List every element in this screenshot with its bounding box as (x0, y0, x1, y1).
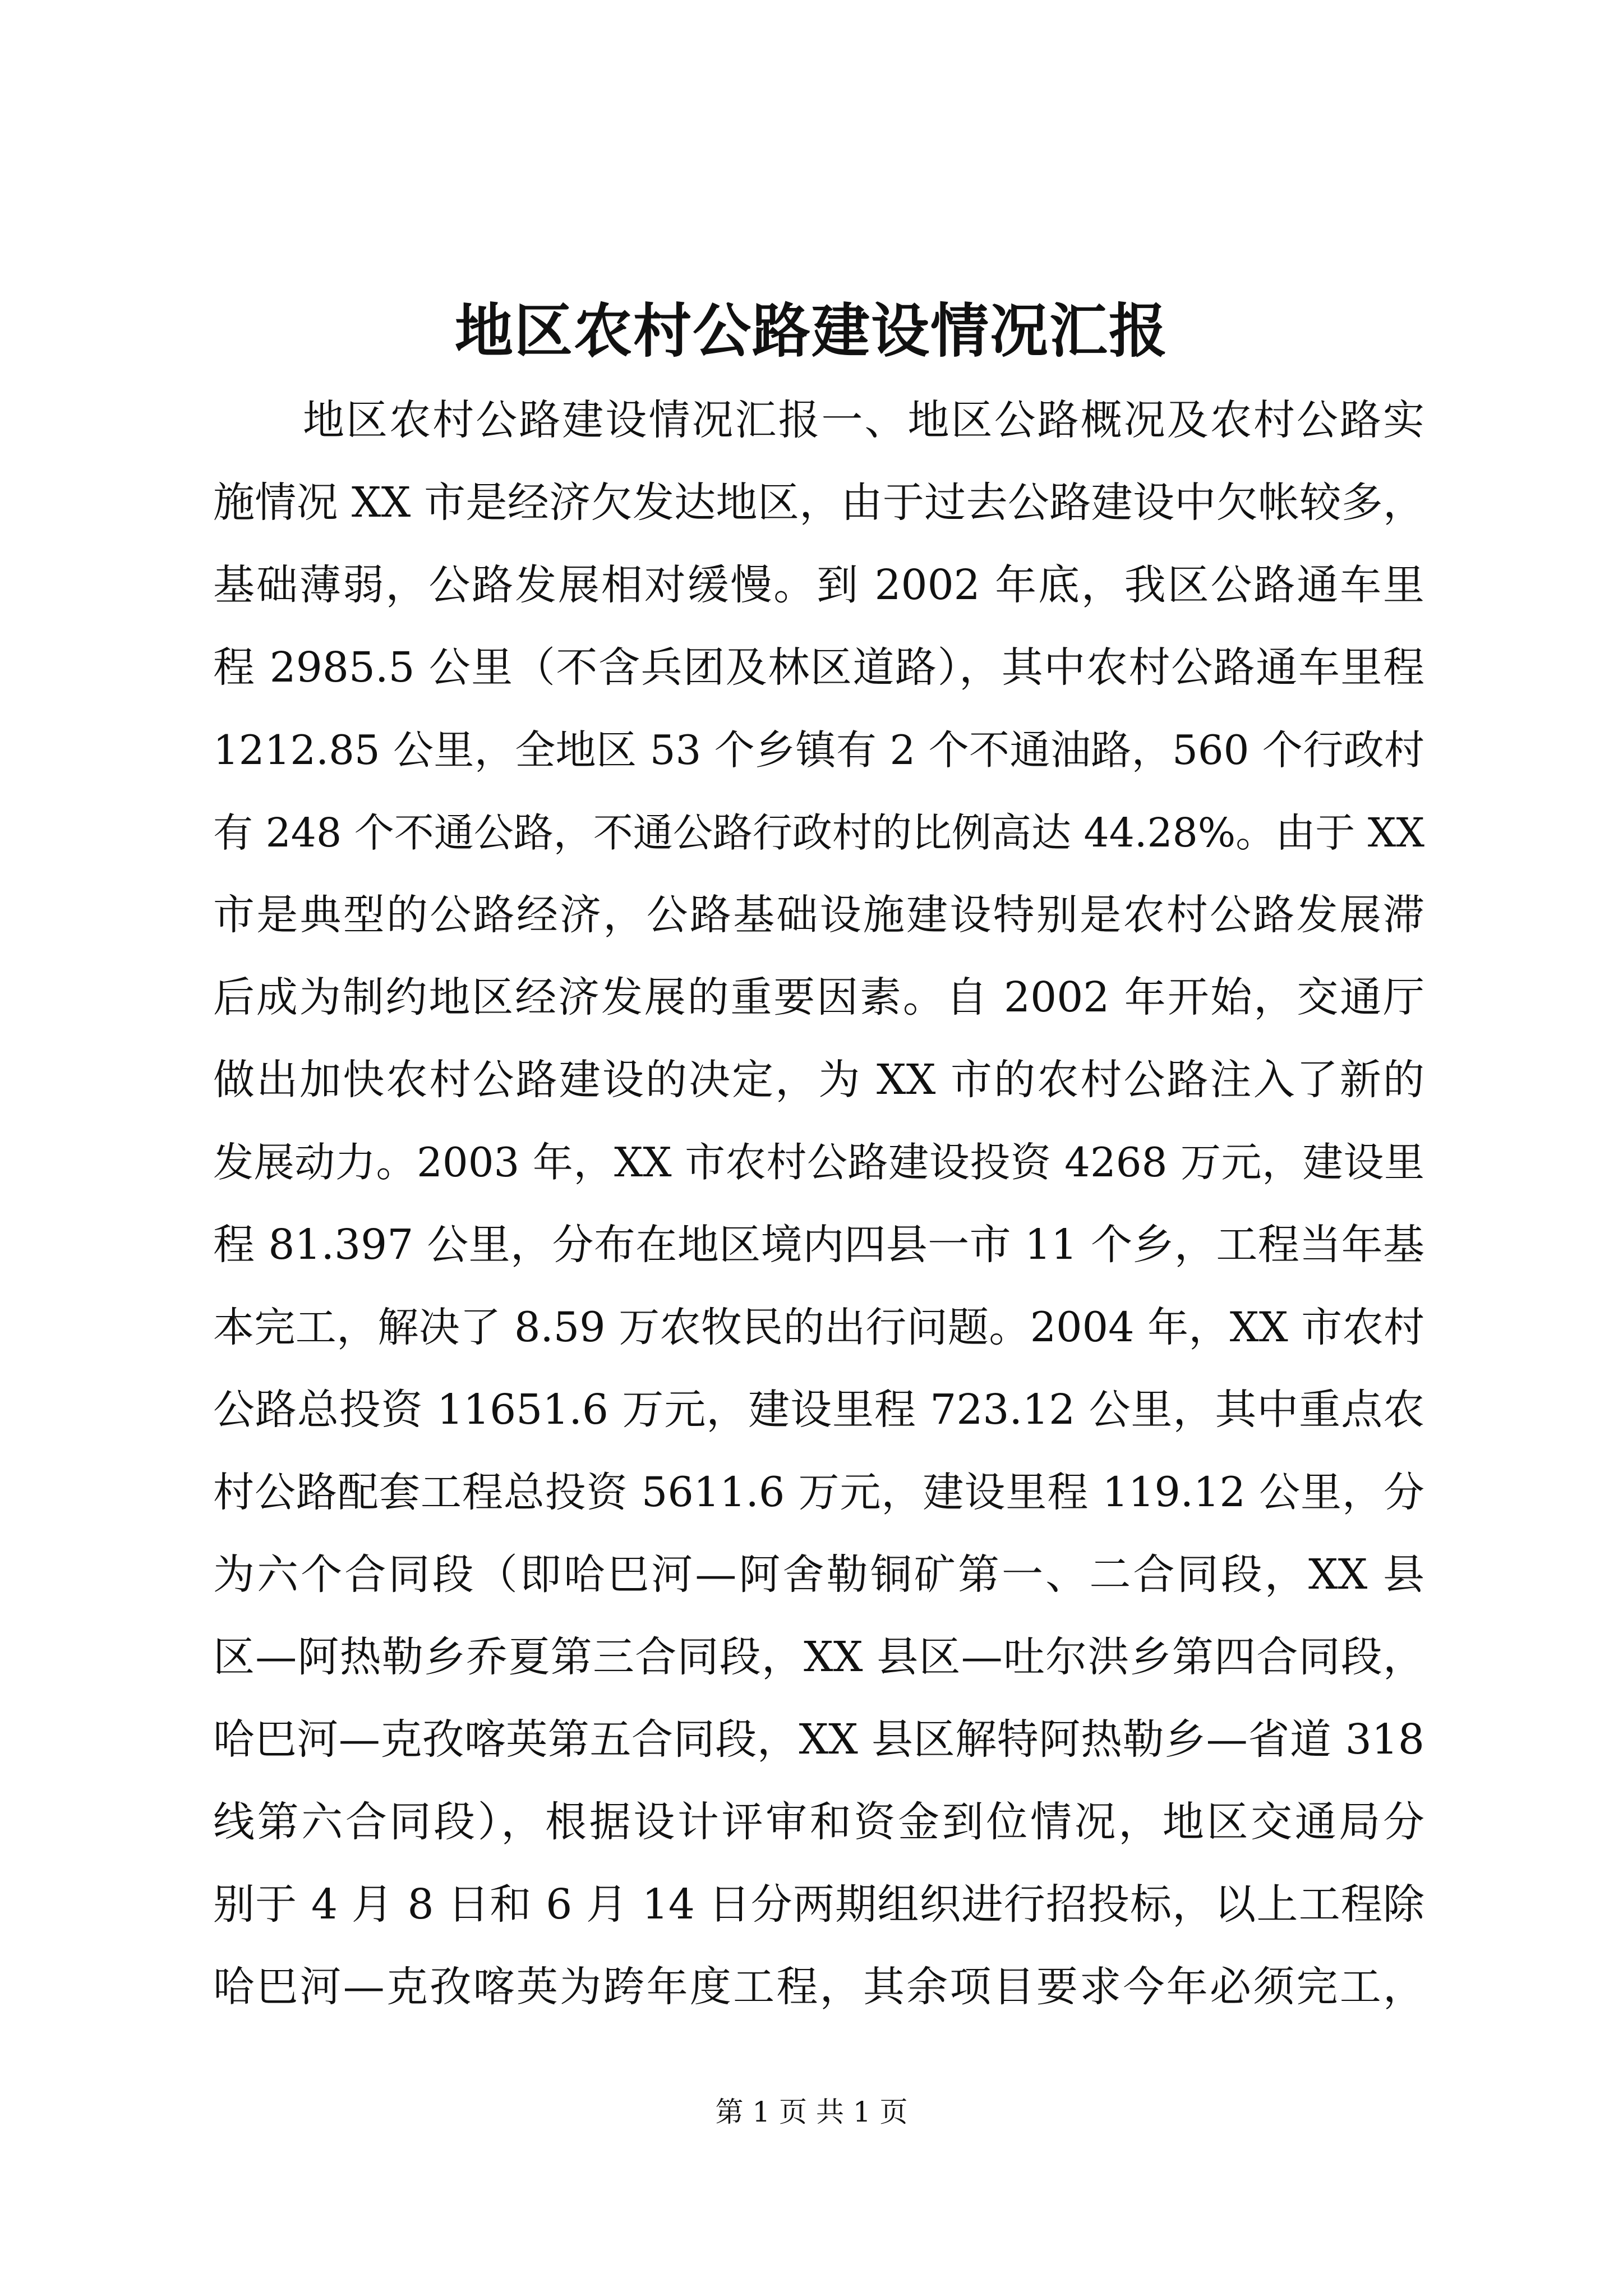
body-line: 区—阿热勒乡乔夏第三合同段，XX 县区—吐尔洪乡第四合同段， (213, 1633, 1424, 1681)
body-line: 有 248 个不通公路，不通公路行政村的比例高达 44.28%。由于 XX (213, 809, 1424, 856)
body-line: 做出加快农村公路建设的决定，为 XX 市的农村公路注入了新的 (213, 1056, 1424, 1104)
body-line: 哈巴河—克孜喀英第五合同段，XX 县区解特阿热勒乡—省道 318 (213, 1715, 1424, 1764)
body-line: 公路总投资 11651.6 万元，建设里程 723.12 公里，其中重点农 (213, 1386, 1424, 1434)
body-line: 基础薄弱，公路发展相对缓慢。到 2002 年底，我区公路通车里 (213, 561, 1424, 609)
body-line: 别于 4 月 8 日和 6 月 14 日分两期组织进行招投标，以上工程除 (213, 1880, 1424, 1929)
body-line: 市是典型的公路经济，公路基础设施建设特别是农村公路发展滞 (213, 891, 1424, 939)
body-line: 程 81.397 公里，分布在地区境内四县一市 11 个乡，工程当年基 (213, 1221, 1424, 1269)
body-line: 为六个合同段（即哈巴河—阿舍勒铜矿第一、二合同段，XX 县 (213, 1550, 1424, 1599)
document-body (213, 379, 1424, 2028)
body-line: 本完工，解决了 8.59 万农牧民的出行问题。2004 年，XX 市农村 (213, 1304, 1424, 1351)
body-line: 施情况 XX 市是经济欠发达地区，由于过去公路建设中欠帐较多， (213, 478, 1424, 527)
body-line: 线第六合同段），根据设计评审和资金到位情况，地区交通局分 (213, 1798, 1424, 1846)
body-line: 程 2985.5 公里（不含兵团及林区道路），其中农村公路通车里程 (213, 643, 1424, 692)
body-line: 后成为制约地区经济发展的重要因素。自 2002 年开始，交通厅 (213, 973, 1424, 1022)
page-footer: 第 1 页 共 1 页 (715, 2096, 908, 2128)
body-line: 发展动力。2003 年，XX 市农村公路建设投资 4268 万元，建设里 (213, 1139, 1424, 1186)
body-line: 村公路配套工程总投资 5611.6 万元，建设里程 119.12 公里，分 (213, 1469, 1424, 1516)
body-line: 1212.85 公里，全地区 53 个乡镇有 2 个不通油路，560 个行政村 (213, 726, 1424, 774)
document-title: 地区农村公路建设情况汇报 (454, 296, 1168, 365)
body-line: 哈巴河—克孜喀英为跨年度工程，其余项目要求今年必须完工， (213, 1963, 1424, 2011)
body-line: 地区农村公路建设情况汇报一、地区公路概况及农村公路实 (303, 396, 1424, 444)
